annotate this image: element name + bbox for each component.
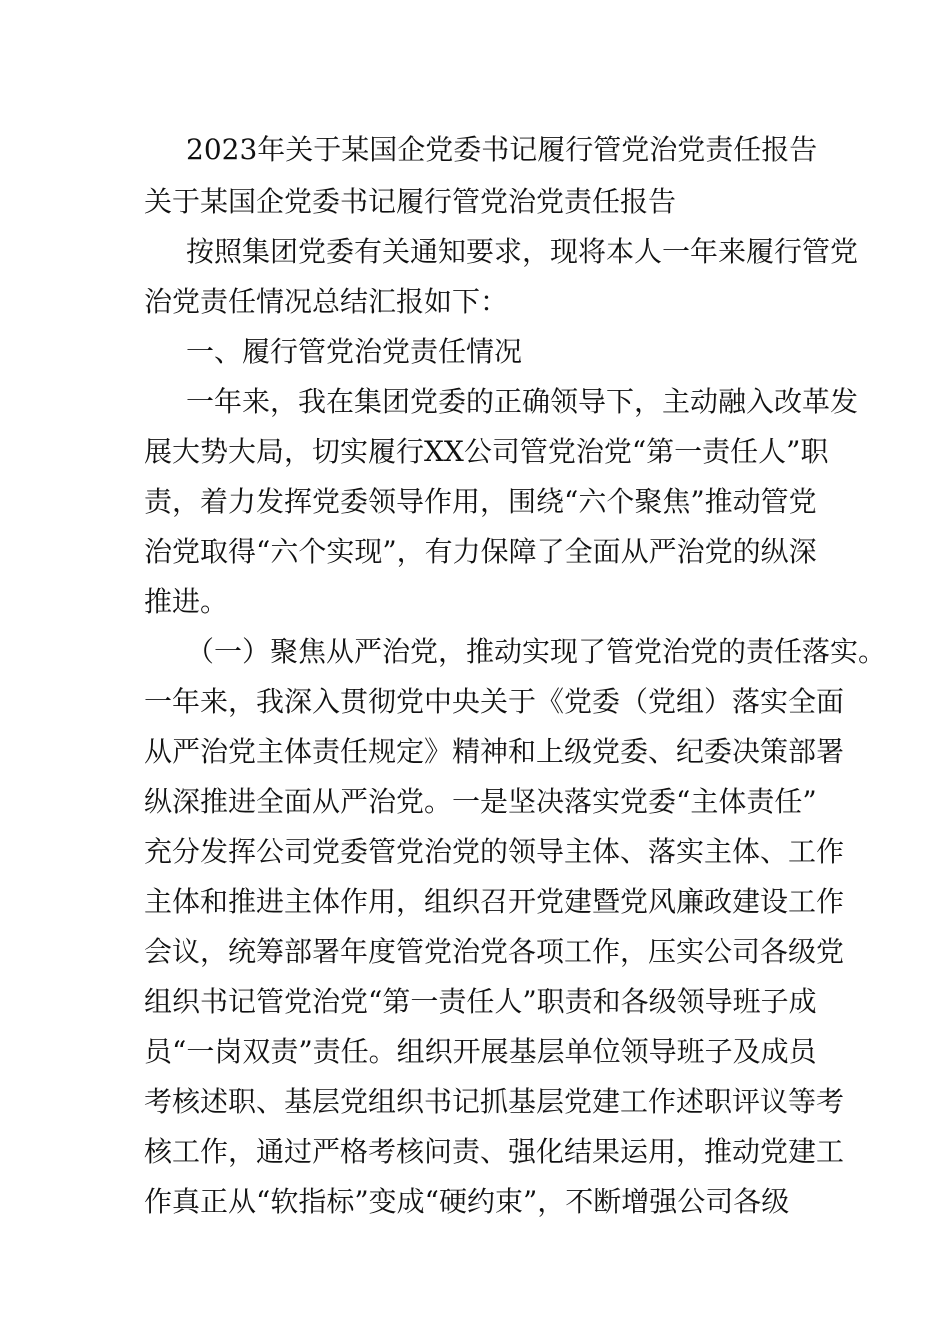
body-line: 推进。 (144, 585, 229, 618)
body-line: 一年来，我在集团党委的正确领导下，主动融入改革发 (186, 385, 859, 418)
body-line: 从严治党主体责任规定》精神和上级党委、纪委决策部署 (144, 735, 845, 768)
body-line: 员“一岗双责”责任。组织开展基层单位领导班子及成员 (144, 1035, 817, 1068)
body-line: 作真正从“软指标”变成“硬约束”，不断增强公司各级 (144, 1185, 790, 1218)
body-line: 充分发挥公司党委管党治党的领导主体、落实主体、工作 (144, 835, 845, 868)
body-line: 主体和推进主体作用，组织召开党建暨党风廉政建设工作 (144, 885, 845, 918)
body-line: 考核述职、基层党组织书记抓基层党建工作述职评议等考 (144, 1085, 845, 1118)
body-line: 一年来，我深入贯彻党中央关于《党委（党组）落实全面 (144, 685, 845, 718)
body-line: 会议，统筹部署年度管党治党各项工作，压实公司各级党 (144, 935, 845, 968)
body-line: 治党取得“六个实现”，有力保障了全面从严治党的纵深 (144, 535, 817, 568)
document-subtitle: 关于某国企党委书记履行管党治党责任报告 (144, 185, 677, 218)
body-line: 治党责任情况总结汇报如下： (144, 285, 509, 318)
body-line: 纵深推进全面从严治党。一是坚决落实党委“主体责任” (144, 785, 817, 818)
body-line: 核工作，通过严格考核问责、强化结果运用，推动党建工 (144, 1135, 845, 1168)
body-line: 组织书记管党治党“第一责任人”职责和各级领导班子成 (144, 985, 817, 1018)
section-heading: 一、履行管党治党责任情况 (186, 335, 523, 368)
body-line: 展大势大局，切实履行XX公司管党治党“第一责任人”职 (144, 435, 829, 468)
subsection-heading: （一）聚焦从严治党，推动实现了管党治党的责任落实。 (186, 635, 887, 668)
body-line: 责，着力发挥党委领导作用，围绕“六个聚焦”推动管党 (144, 485, 817, 518)
body-line: 按照集团党委有关通知要求，现将本人一年来履行管党 (186, 235, 859, 268)
document-title: 2023年关于某国企党委书记履行管党治党责任报告 (186, 133, 818, 166)
